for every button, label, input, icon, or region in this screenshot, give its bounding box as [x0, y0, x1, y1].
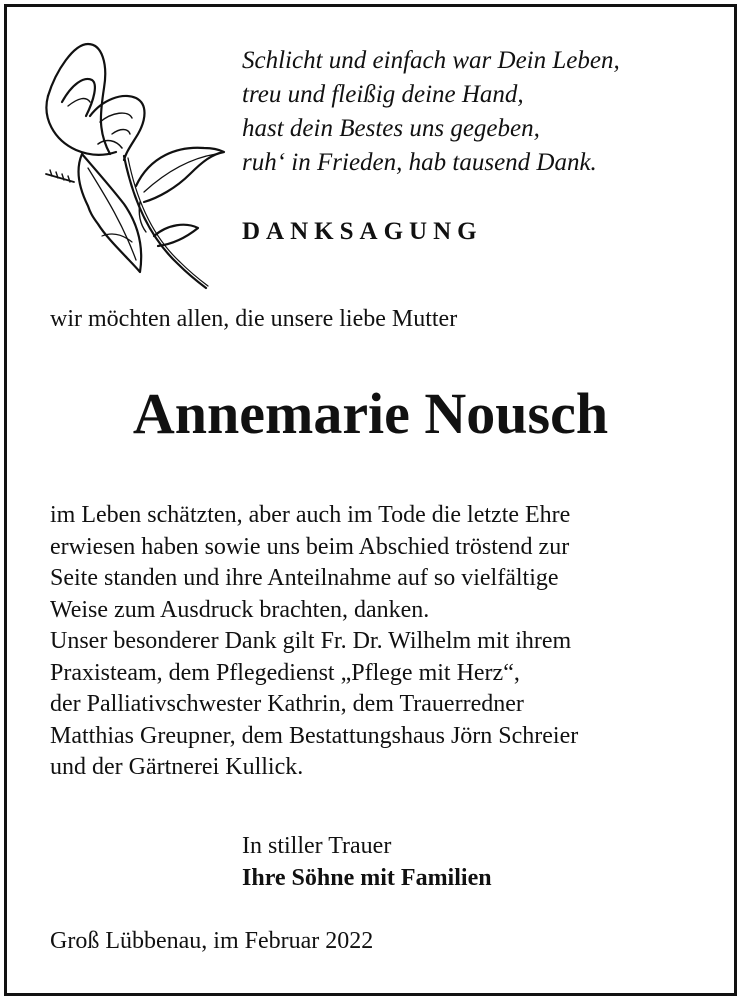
- body-line: Seite standen und ihre Anteilnahme auf so vielfältige: [50, 565, 559, 591]
- deceased-name: Annemarie Nousch: [132, 381, 609, 446]
- calla-lily-icon: [28, 36, 228, 298]
- poem-line: ruh‘ in Frieden, hab tausend Dank.: [242, 149, 597, 176]
- poem-line: Schlicht und einfach war Dein Leben,: [242, 47, 620, 74]
- body-line: Praxisteam, dem Pflegedienst „Pflege mit Herz“,: [50, 659, 520, 686]
- body-line: im Leben schätzten, aber auch im Tode die letzte Ehre: [50, 502, 571, 528]
- body-line: erwiesen haben sowie uns beim Abschied tröstend zur: [50, 533, 570, 560]
- signature-family: Ihre Söhne mit Familien: [242, 865, 492, 891]
- body-line: der Palliativschwester Kathrin, dem Trauerredner: [50, 691, 524, 717]
- body-line: und der Gärtnerei Kullick.: [50, 754, 304, 780]
- signature-line: In stiller Trauer: [242, 833, 392, 859]
- place-date: Groß Lübbenau, im Februar 2022: [50, 928, 374, 954]
- poem-line: treu und fleißig deine Hand,: [242, 81, 524, 108]
- intro-text: wir möchten allen, die unsere liebe Mutter: [50, 306, 458, 332]
- thanks-body: [50, 500, 578, 784]
- body-line: Unser besonderer Dank gilt Fr. Dr. Wilhelm mit ihrem: [50, 628, 572, 654]
- memorial-poem: [242, 44, 620, 180]
- notice-heading: DANKSAGUNG: [242, 218, 483, 245]
- poem-line: hast dein Bestes uns gegeben,: [242, 115, 540, 142]
- body-line: Matthias Greupner, dem Bestattungshaus Jörn Schreier: [50, 722, 579, 749]
- body-line: Weise zum Ausdruck brachten, danken.: [50, 596, 430, 623]
- signature-block: [242, 830, 492, 894]
